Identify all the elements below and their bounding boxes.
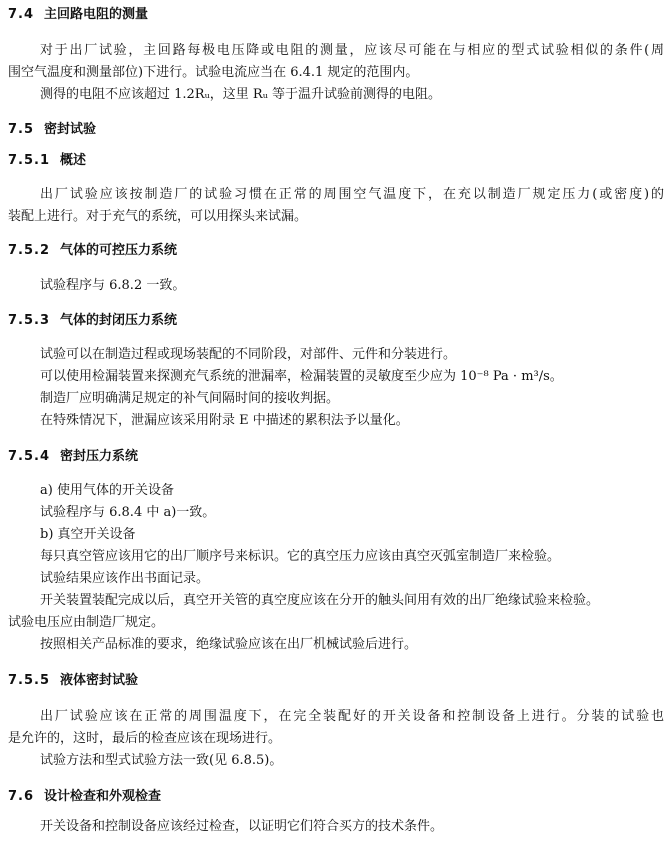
- paragraph-line: 在特殊情况下，泄漏应该采用附录 E 中描述的累积法予以量化。: [40, 413, 409, 428]
- section-title: 密封试验: [44, 122, 97, 137]
- paragraph-line: 试验方法和型式试验方法一致(见 6.8.5)。: [40, 753, 283, 768]
- paragraph-line: 制造厂应明确满足规定的补气间隔时间的接收判据。: [40, 391, 340, 406]
- paragraph-line: 试验可以在制造过程或现场装配的不同阶段，对部件、元件和分装进行。: [40, 347, 457, 362]
- paragraph-line: 试验程序与 6.8.2 一致。: [40, 278, 186, 293]
- section-heading-7-4: [0, 4, 672, 26]
- paragraph-line: 测得的电阻不应该超过 1.2Rᵤ，这里 Rᵤ 等于温升试验前测得的电阻。: [40, 87, 442, 102]
- paragraph-line: 是允许的，这时，最后的检查应该在现场进行。: [8, 731, 282, 746]
- section-title: 主回路电阻的测量: [44, 7, 149, 22]
- section-number: 7.5.4: [8, 449, 51, 464]
- section-heading-7-6: [0, 786, 672, 808]
- section-number: 7.5: [8, 122, 35, 137]
- paragraph-line: 对于出厂试验，主回路每极电压降或电阻的测量，应该尽可能在与相应的型式试验相似的条件(周: [40, 43, 664, 58]
- section-title: 密封压力系统: [60, 449, 139, 464]
- section-number: 7.4: [8, 7, 35, 22]
- section-number: 7.5.1: [8, 153, 51, 168]
- section-number: 7.5.5: [8, 673, 51, 688]
- section-number: 7.5.2: [8, 243, 51, 258]
- section-title: 设计检查和外观检查: [44, 789, 162, 804]
- paragraph-line: 围空气温度和测量部位)下进行。试验电流应当在 6.4.1 规定的范围内。: [8, 65, 419, 80]
- section-heading-7-5-5: [0, 670, 672, 692]
- paragraph-line: 试验电压应由制造厂规定。: [8, 615, 165, 630]
- paragraph-line: 试验程序与 6.8.4 中 a)一致。: [40, 505, 216, 520]
- section-title: 气体的可控压力系统: [60, 243, 178, 258]
- paragraph-line: 可以使用检漏装置来探测充气系统的泄漏率，检漏装置的灵敏度至少应为 10⁻⁸ Pa · m³/s。: [40, 369, 563, 384]
- paragraph-line: 试验结果应该作出书面记录。: [40, 571, 210, 586]
- section-number: 7.6: [8, 789, 35, 804]
- section-title: 液体密封试验: [60, 673, 139, 688]
- paragraph-line: 开关装置装配完成以后，真空开关管的真空度应该在分开的触头间用有效的出厂绝缘试验来检验。: [40, 593, 600, 608]
- paragraph-line: 按照相关产品标准的要求，绝缘试验应该在出厂机械试验后进行。: [40, 637, 418, 652]
- section-heading-7-5: [0, 119, 672, 141]
- section-number: 7.5.3: [8, 313, 51, 328]
- section-title: 概述: [60, 153, 87, 168]
- paragraph-line: 每只真空管应该用它的出厂顺序号来标识。它的真空压力应该由真空灭弧室制造厂来检验。: [40, 549, 561, 564]
- paragraph-line: 开关设备和控制设备应该经过检查，以证明它们符合买方的技术条件。: [40, 819, 444, 834]
- list-item-a: a) 使用气体的开关设备: [40, 483, 174, 498]
- section-heading-7-5-2: [0, 240, 672, 262]
- paragraph-line: 出厂试验应该按制造厂的试验习惯在正常的周围空气温度下，在充以制造厂规定压力(或密度)的: [40, 187, 664, 202]
- section-title: 气体的封闭压力系统: [60, 313, 178, 328]
- section-heading-7-5-3: [0, 310, 672, 332]
- section-heading-7-5-1: [0, 150, 672, 172]
- list-item-b: b) 真空开关设备: [40, 527, 136, 542]
- paragraph-line: 装配上进行。对于充气的系统，可以用探头来试漏。: [8, 209, 308, 224]
- paragraph-line: 出厂试验应该在正常的周围温度下，在完全装配好的开关设备和控制设备上进行。分装的试验也: [40, 709, 664, 724]
- section-heading-7-5-4: [0, 446, 672, 468]
